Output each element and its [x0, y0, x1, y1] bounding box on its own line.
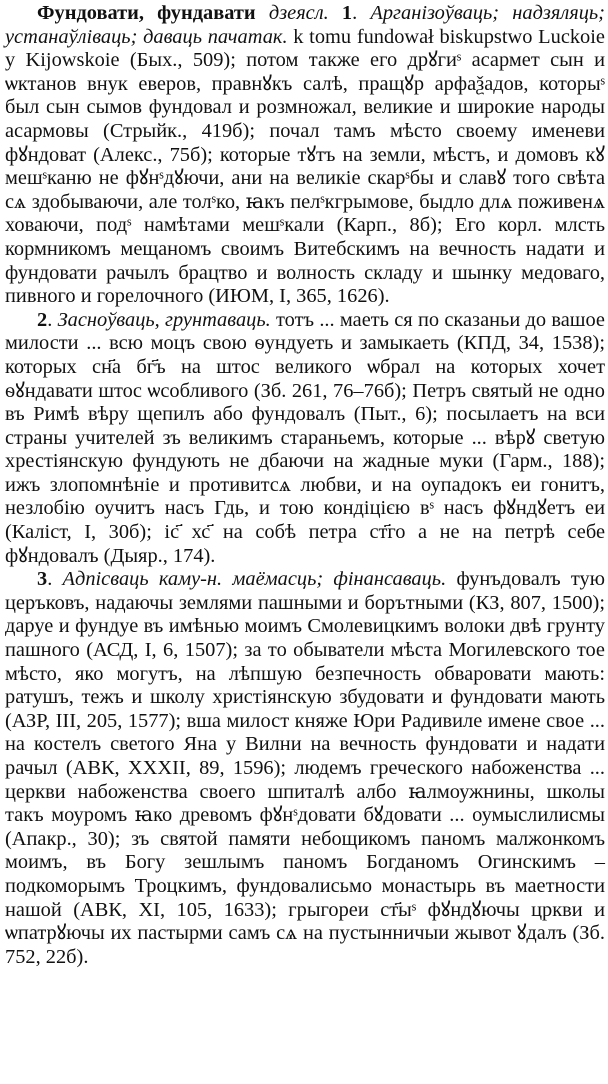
- sense-number-1: 1: [341, 2, 353, 24]
- sense-number-2: 2: [37, 308, 48, 331]
- entry-sense-1: Фундовати, фундавати дзеясл. 1. Арганізоўваць; надзяляць; устанаўліваць; даваць пачатак. k tomu fundował biskupstwo Luckoie y Kijowskoie (Бых., 509); потом также его дрꙋгиˢ асармет сын и ѡктанов внук еверов, правнꙋкъ салѣ, пращꙋр арфаѯадов, которыˢ был сын сымов фундовал и розмножал, великие и широкие народы асармовы (Стрыйк., 419б); почал тамъ мѣсто своему именеви фꙋндоват (Алекс., 75б); которые тꙋтъ на земли, мѣстъ, и домовъ кꙋ мешˢканю не фꙋнˢдꙋючи, ани на великіе скарˢбы и славꙋ того свѣта сѧ здобываючи, але толˢко, ꙗкъ пелˢкгрымове, быдло длѧ поживенѧ ховаючи, подˢ намѣтами мешˢкали (Карп., 8б); Его корл. млсть кормникомъ мещаномъ своимъ Витебскимъ на вечность надати и фундовати рачылъ брацтво и волность складу и шынку медоваго, пивного и горелочного (ИЮМ, I, 365, 1626).: [5, 2, 605, 308]
- sense-citations-2: тотъ ... маеть ся по сказаньи до вашое милости ... всю моцъ свою ѳундуеть и замыкаеть (КПД, 34, 1538); которых сн҃а бг҃ъ на штоc великого ѡбрал на которых хочет ѳꙋндавати штоc ѡсобливого (Зб. 261, 76–76б); Петръ святый не одно въ Римѣ вѣру щепилъ або фундовалъ (Пыт., 6); посылаетъ на вси страны учителей зъ великимъ стараньемъ, которые ... вѣрꙋ светую хрестіянскую фундують не дбаючи на жадные муки (Гарм., 188); ижъ злопомнѣніе и противитсѧ любви, и на оупадокъ еи гонитъ, незлобію оучитъ насъ Гдь, и тою кондіцією вˢ насъ фꙋндꙋетъ еи (Каліст, I, 30б); іс҃ хс҃ на собѣ петра ст҃го а не на петрѣ себе фꙋндовалъ (Дыяр., 174).: [5, 308, 605, 567]
- sense-gloss-2: Засноўваць, грунтаваць.: [57, 308, 271, 331]
- entry-sense-3: 3. Адпісваць каму-н. маёмасць; фінансаваць. фунъдовалъ тую церъковъ, надаючы землями пашными и борътными (КЗ, 807, 1500); даруе и фундуе въ имѣнью моимъ Смолевицкимъ волоки двѣ грунту пашного (АСД, I, 6, 1507); за то обыватели мѣста Могилевского тое мѣсто, яко могутъ, на лѣпшую безпечность обваровати мають: ратушъ, тежъ и школу христіянскую збудовати и фундовати мають (АЗР, III, 205, 1577); вша милост княже Юри Радивиле имене свое ... на костелъ светого Яна у Вилни на вечность фундовати и надати рачыл (АВК, XXXII, 89, 1596); людемъ греческого набоженства ... церкви набоженства своего шпиталѣ албо ꙗлмоужнины, школы такъ моуромъ ꙗко древомъ фꙋнˢдовати бꙋдовати ... оумыслилисмы (Апакр., 30); зъ святой памяти небощикомъ паномъ малжонкомъ моимъ, въ Богу зешлымъ паномъ Богданомъ Огинскимъ – подкоморымъ Троцкимъ, фундовалисьмо монастырь въ маетности нашой (АВК, XI, 105, 1633); грыгореи ст҃ыˢ фꙋндꙋючы цркви и ѡпатрꙋючы их пастырми самъ сѧ на пустынничыи жывот ꙋдалъ (Зб. 752, 22б).: [5, 568, 605, 968]
- sense-citations-1: k tomu fundował biskupstwo Luckoie y Kijowskoie (Бых., 509); потом также его дрꙋгиˢ асармет сын и ѡктанов внук еверов, правнꙋкъ салѣ, пращꙋр арфаѯадов, которыˢ был сын сымов фундовал и розмножал, великие и широкие народы асармовы (Стрыйк., 419б); почал тамъ мѣсто своему именеви фꙋндоват (Алекс., 75б); которые тꙋтъ на земли, мѣстъ, и домовъ кꙋ мешˢканю не фꙋнˢдꙋючи, ани на великіе скарˢбы и славꙋ того свѣта сѧ здобываючи, але толˢко, ꙗкъ пелˢкгрымове, быдло длѧ поживенѧ ховаючи, подˢ намѣтами мешˢкали (Карп., 8б); Его корл. млсть кормникомъ мещаномъ своимъ Витебскимъ на вечность надати и фундовати рачылъ брацтво и волность складу и шынку медоваго, пивного и горелочного (ИЮМ, I, 365, 1626).: [5, 25, 605, 308]
- part-of-speech: дзеясл.: [268, 2, 329, 24]
- headword: Фундовати, фундавати: [37, 2, 256, 24]
- entry-sense-2: 2. Засноўваць, грунтаваць. тотъ ... маеть ся по сказаньи до вашое милости ... всю моцъ свою ѳундуеть и замыкаеть (КПД, 34, 1538); которых сн҃а бг҃ъ на штоc великого ѡбрал на которых хочет ѳꙋндавати штоc ѡсобливого (Зб. 261, 76–76б); Петръ святый не одно въ Римѣ вѣру щепилъ або фундовалъ (Пыт., 6); посылаетъ на вси страны учителей зъ великимъ стараньемъ, которые ... вѣрꙋ светую хрестіянскую фундують не дбаючи на жадные муки (Гарм., 188); ижъ злопомнѣніе и противитсѧ любви, и на оупадокъ еи гонитъ, незлобію оучитъ насъ Гдь, и тою кондіцією вˢ насъ фꙋндꙋетъ еи (Каліст, I, 30б); іс҃ хс҃ на собѣ петра ст҃го а не на петрѣ себе фꙋндовалъ (Дыяр., 174).: [5, 308, 605, 567]
- sense-number-3: 3: [37, 568, 48, 591]
- sense-gloss-1: Арганізоўваць; надзяляць; устанаўліваць; даваць пачатак.: [5, 2, 605, 48]
- sense-citations-3: фунъдовалъ тую церъковъ, надаючы землями пашными и борътными (КЗ, 807, 1500); даруе и фундуе въ имѣнью моимъ Смолевицкимъ волоки двѣ грунту пашного (АСД, I, 6, 1507); за то обыватели мѣста Могилевского тое мѣсто, яко могутъ, на лѣпшую безпечность обваровати мають: ратушъ, тежъ и школу христіянскую збудовати и фундовати мають (АЗР, III, 205, 1577); вша милост княже Юри Радивиле имене свое ... на костелъ светого Яна у Вилни на вечность фундовати и надати рачыл (АВК, XXXII, 89, 1596); людемъ греческого набоженства ... церкви набоженства своего шпиталѣ албо ꙗлмоужнины, школы такъ моуромъ ꙗко древомъ фꙋнˢдовати бꙋдовати ... оумыслилисмы (Апакр., 30); зъ святой памяти небощикомъ паномъ малжонкомъ моимъ, въ Богу зешлымъ паномъ Богданомъ Огинскимъ – подкоморымъ Троцкимъ, фундовалисьмо монастырь въ маетности нашой (АВК, XI, 105, 1633); грыгореи ст҃ыˢ фꙋндꙋючы цркви и ѡпатрꙋючы их пастырми самъ сѧ на пустынничыи жывот ꙋдалъ (Зб. 752, 22б).: [5, 568, 605, 968]
- sense-gloss-3: Адпісваць каму-н. маёмасць; фінансаваць.: [62, 568, 447, 591]
